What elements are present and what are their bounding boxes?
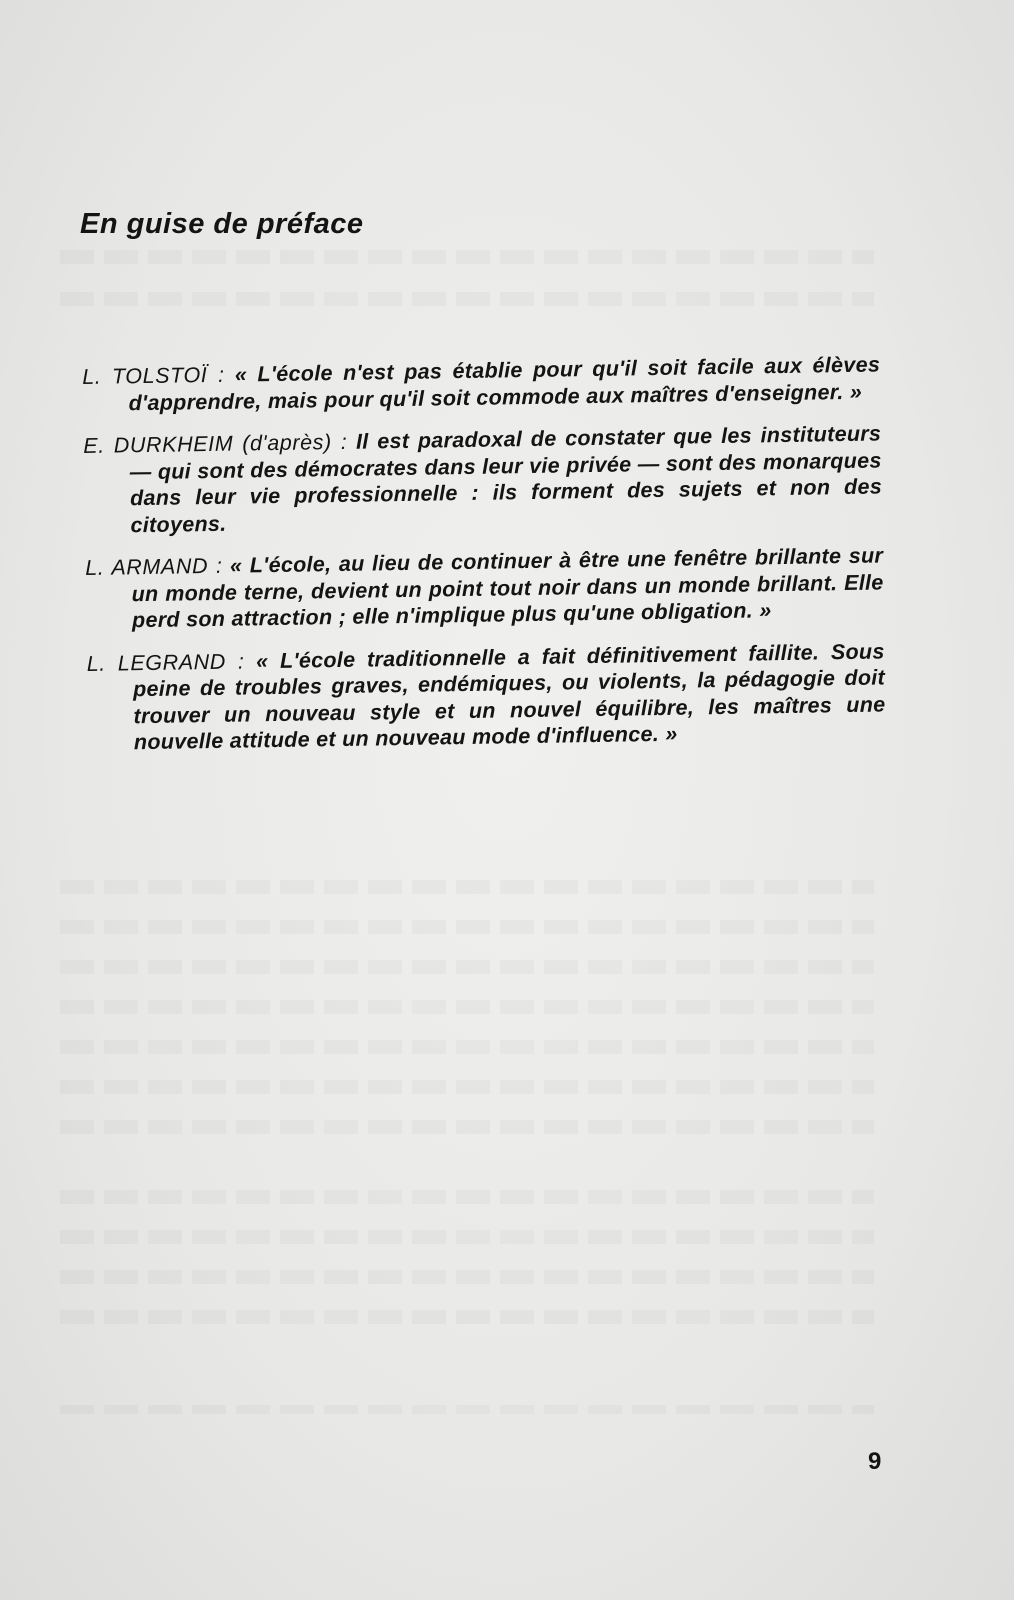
show-through-text [60, 1405, 874, 1414]
page-title: En guise de préface [80, 208, 364, 240]
quote-text: « L'école, au lieu de continuer à être une fenêtre brillante sur un monde terne, devient un point tout noir dans un monde brillant. Elle perd son attraction ; elle n'implique plus qu'une obligation. » [131, 543, 884, 633]
show-through-text [60, 1270, 874, 1284]
quote-text: Il est paradoxal de constater que les instituteurs — qui sont des démocrates dans leur vie privée — sont des monarques dans leur vie professionnelle : ils forment des sujets et non des citoyens. [129, 421, 883, 537]
quote-text: « L'école traditionnelle a fait définitivement faillite. Sous peine de troubles graves, endémiques, ou violents, la pédagogie doit trouver un nouveau style et un nouvel équilibre, les maîtres une nouvelle attitude et un nouveau mode d'influence. » [132, 638, 886, 755]
show-through-text [60, 1080, 874, 1094]
quote-list [82, 351, 886, 772]
show-through-text [60, 292, 874, 306]
show-through-text [60, 1120, 874, 1134]
quote-author: L. TOLSTOÏ : [82, 362, 225, 389]
quote-author: L. ARMAND : [85, 553, 223, 580]
page-number: 9 [868, 1448, 882, 1475]
show-through-text [60, 1040, 874, 1054]
show-through-text [60, 880, 874, 894]
show-through-text [60, 1190, 874, 1204]
quote-item [87, 638, 887, 757]
quote-item [82, 351, 881, 417]
show-through-text [60, 960, 874, 974]
quote-item [83, 420, 883, 539]
show-through-text [60, 920, 874, 934]
quote-item [85, 542, 884, 634]
quote-text: « L'école n'est pas établie pour qu'il soit facile aux élèves d'apprendre, mais pour qu'il soit commode aux maîtres d'enseigner. » [128, 352, 881, 415]
show-through-text [60, 1310, 874, 1324]
quote-author: L. LEGRAND : [86, 648, 245, 676]
show-through-text [60, 1230, 874, 1244]
show-through-text [60, 250, 874, 264]
show-through-text [60, 1000, 874, 1014]
quote-author: E. DURKHEIM (d'après) : [83, 429, 348, 458]
